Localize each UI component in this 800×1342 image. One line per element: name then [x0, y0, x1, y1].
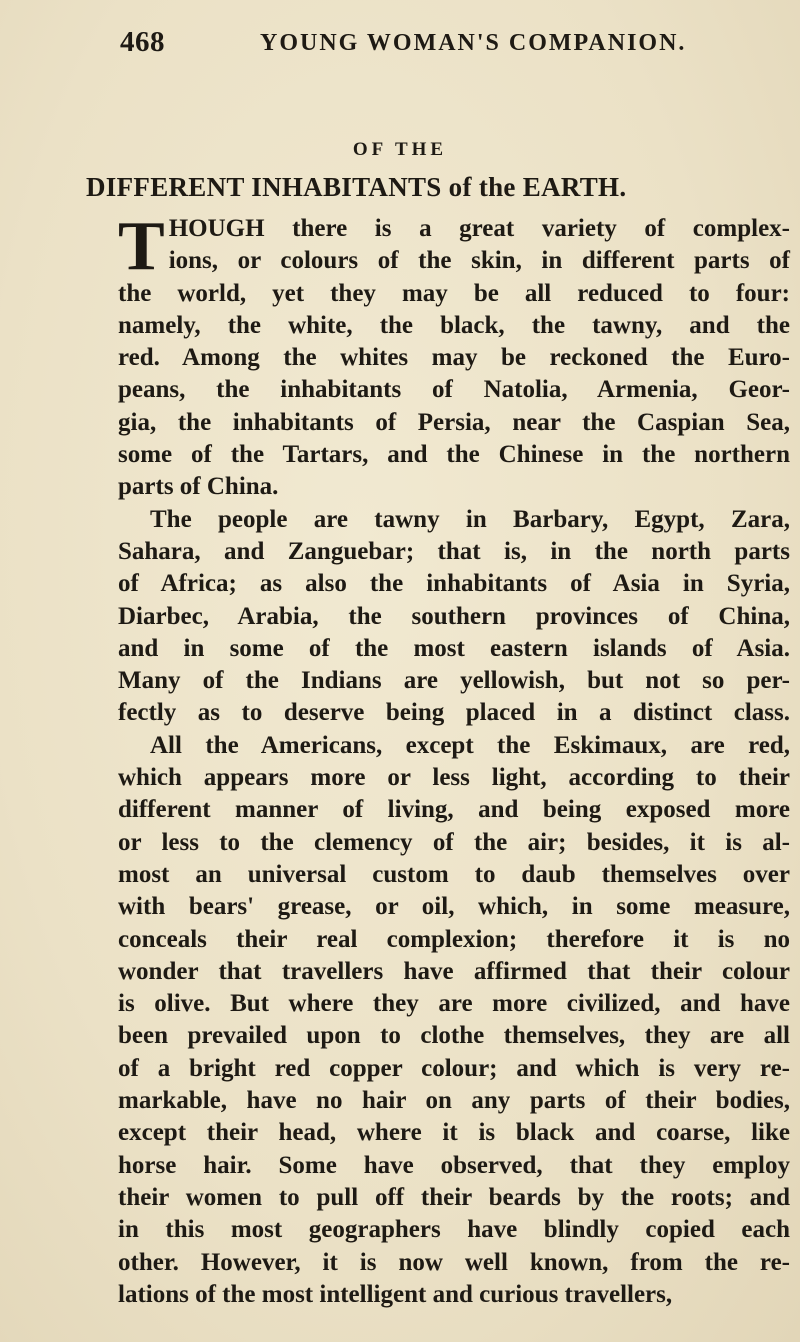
text-line: of Africa; as also the inhabitants of Asia in Syria,	[118, 570, 790, 598]
text-line: different manner of living, and being exposed more	[118, 796, 790, 824]
text-line: which appears more or less light, according to their	[118, 764, 790, 792]
body-text	[118, 208, 790, 1311]
text-line: All the Americans, except the Eskimaux, are red,	[150, 731, 790, 759]
text-line: red. Among the whites may be reckoned the Euro-	[118, 344, 790, 372]
text-line: fectly as to deserve being placed in a distinct class.	[118, 699, 790, 727]
text-line: their women to pull off their beards by the roots; and	[118, 1183, 790, 1211]
text-line: or less to the clemency of the air; besides, it is al-	[118, 828, 790, 856]
text-line: conceals their real complexion; therefore it is no	[118, 925, 790, 953]
text-line: the world, yet they may be all reduced to four:	[118, 279, 790, 307]
section-pre-title: OF THE	[352, 139, 448, 160]
text-line: and in some of the most eastern islands of Asia.	[118, 634, 790, 662]
text-line: Diarbec, Arabia, the southern provinces of China,	[118, 602, 790, 630]
page-header	[120, 26, 780, 66]
text-line: horse hair. Some have observed, that they employ	[118, 1151, 790, 1179]
text-line: other. However, it is now well known, from the re-	[118, 1248, 790, 1276]
text-line: ions, or colours of the skin, in different parts of	[168, 247, 790, 275]
text-line: Many of the Indians are yellowish, but not so per-	[118, 667, 790, 695]
text-line: gia, the inhabitants of Persia, near the Caspian Sea,	[118, 408, 790, 436]
text-line: peans, the inhabitants of Natolia, Armenia, Geor-	[118, 376, 790, 404]
text-line: parts of China.	[118, 473, 279, 501]
text-line: in this most geographers have blindly copied each	[118, 1216, 790, 1244]
paragraph-2	[118, 504, 790, 730]
drop-cap: T	[118, 208, 165, 285]
page-number: 468	[120, 26, 165, 58]
text-line: Sahara, and Zanguebar; that is, in the north parts	[118, 537, 790, 565]
text-line: been prevailed upon to clothe themselves, they are all	[118, 1022, 790, 1050]
running-head: YOUNG WOMAN'S COMPANION.	[260, 30, 687, 56]
text-line: with bears' grease, or oil, which, in some measure,	[118, 893, 790, 921]
text-line: some of the Tartars, and the Chinese in the northern	[118, 441, 790, 469]
text-line: The people are tawny in Barbary, Egypt, Zara,	[150, 505, 790, 533]
text-line: of a bright red copper colour; and which is very re-	[118, 1054, 790, 1082]
text-line: namely, the white, the black, the tawny, and the	[118, 311, 790, 339]
text-line: except their head, where it is black and coarse, like	[118, 1119, 790, 1147]
text-line: HOUGH there is a great variety of complex-	[168, 215, 790, 242]
paragraph-3	[118, 730, 790, 1311]
text-line: is olive. But where they are more civilized, and have	[118, 990, 790, 1018]
paragraph-1	[118, 208, 790, 504]
text-line: markable, have no hair on any parts of their bodies,	[118, 1087, 790, 1115]
text-line: wonder that travellers have affirmed that their colour	[118, 957, 790, 985]
section-title: DIFFERENT INHABITANTS of the EARTH.	[86, 172, 627, 202]
text-line: most an universal custom to daub themselves over	[118, 860, 790, 888]
text-line: lations of the most intelligent and curious travellers,	[118, 1280, 673, 1308]
